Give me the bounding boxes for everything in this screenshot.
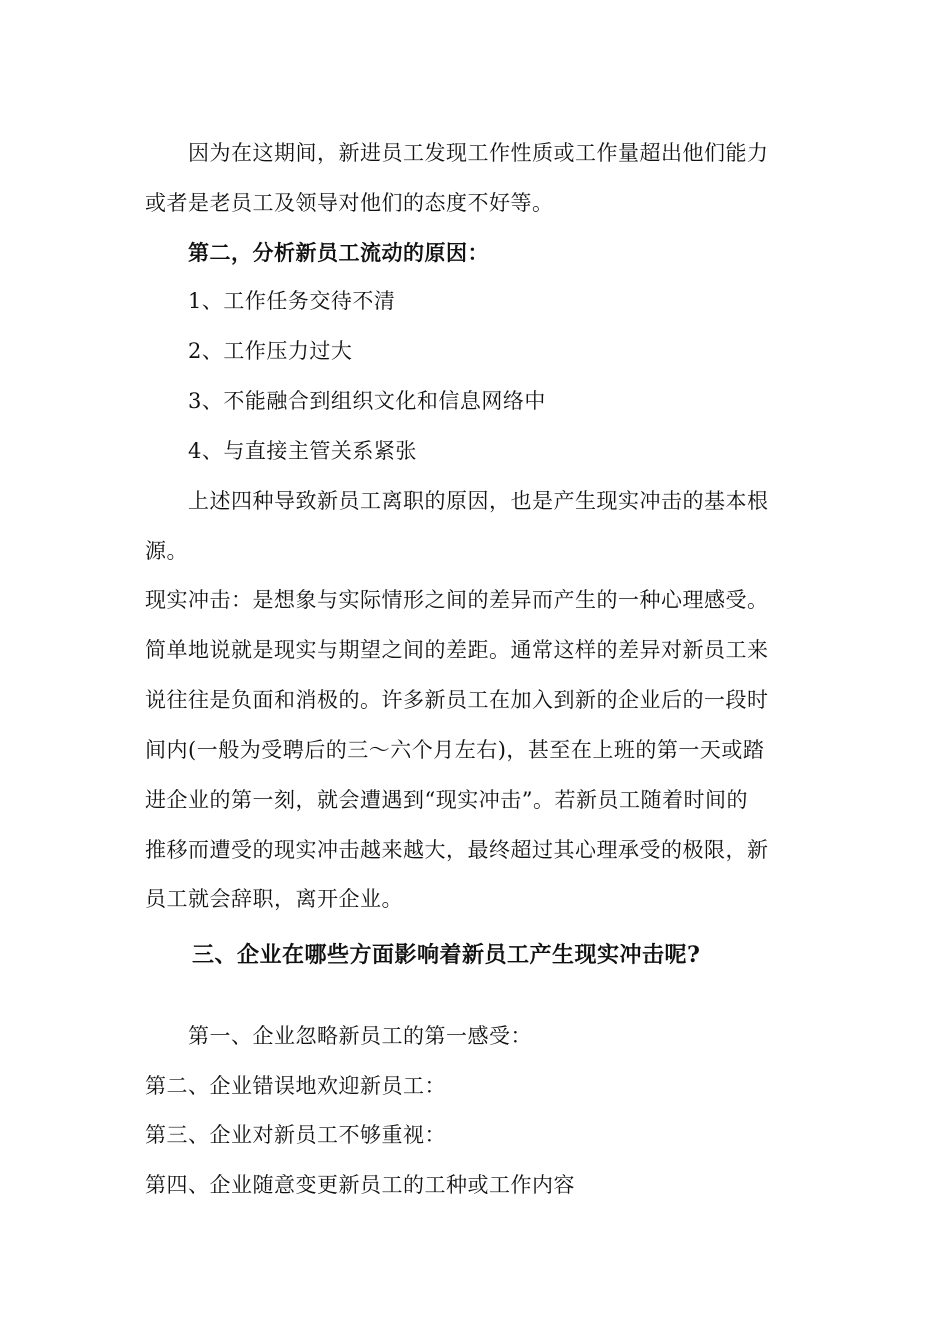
section-heading: 第二，分析新员工流动的原因： — [188, 240, 489, 265]
paragraph-line: 现实冲击：是想象与实际情形之间的差异而产生的一种心理感受。 — [145, 588, 769, 612]
paragraph-line: 推移而遭受的现实冲击越来越大，最终超过其心理承受的极限，新 — [145, 838, 769, 862]
list-item: 2、工作压力过大 — [188, 339, 353, 363]
section-heading: 三、企业在哪些方面影响着新员工产生现实冲击呢? — [192, 942, 701, 968]
paragraph-line: 上述四种导致新员工离职的原因，也是产生现实冲击的基本根 — [188, 489, 769, 513]
paragraph-line: 因为在这期间，新进员工发现工作性质或工作量超出他们能力 — [188, 141, 769, 165]
paragraph-line: 或者是老员工及领导对他们的态度不好等。 — [145, 191, 554, 215]
list-item: 第三、企业对新员工不够重视： — [145, 1123, 446, 1147]
paragraph-line: 源。 — [145, 539, 188, 563]
paragraph-line: 员工就会辞职，离开企业。 — [145, 887, 403, 911]
list-item: 4、与直接主管关系紧张 — [188, 439, 417, 463]
list-item: 第一、企业忽略新员工的第一感受： — [188, 1024, 532, 1048]
list-item: 1、工作任务交待不清 — [188, 289, 396, 313]
list-item: 第四、企业随意变更新员工的工种或工作内容 — [145, 1173, 575, 1197]
list-item: 第二、企业错误地欢迎新员工： — [145, 1074, 446, 1098]
paragraph-line: 简单地说就是现实与期望之间的差距。通常这样的差异对新员工来 — [145, 638, 769, 662]
list-item: 3、不能融合到组织文化和信息网络中 — [188, 389, 546, 413]
paragraph-line: 进企业的第一刻，就会遭遇到“现实冲击”。若新员工随着时间的 — [145, 788, 748, 812]
paragraph-line: 间内(一般为受聘后的三～六个月左右)，甚至在上班的第一天或踏 — [145, 738, 765, 762]
paragraph-line: 说往往是负面和消极的。许多新员工在加入到新的企业后的一段时 — [145, 688, 769, 712]
